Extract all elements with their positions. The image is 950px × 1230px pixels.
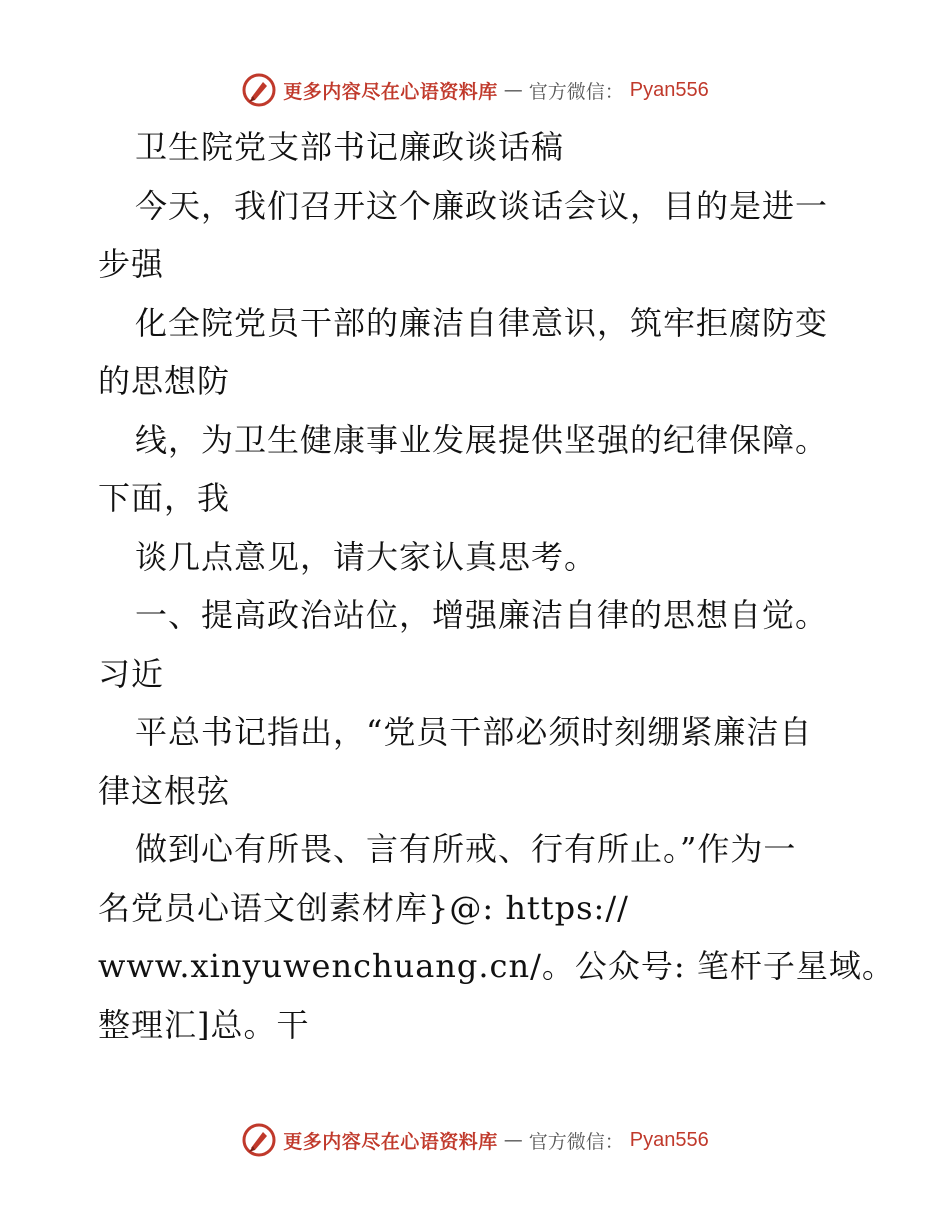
document-body (98, 118, 895, 1054)
text-line: 今天，我们召开这个廉政谈话会议，目的是进一 (135, 186, 829, 225)
text-line: 习近 (98, 654, 165, 693)
document-title: 卫生院党支部书记廉政谈话稿 (135, 128, 565, 166)
footer-banner (0, 1120, 950, 1160)
text-line: 名党员心语文创素材库}@: https:// (98, 888, 629, 927)
text-line: 整理汇]总。干 (98, 1005, 310, 1044)
text-line: 化全院党员干部的廉洁自律意识，筑牢拒腐防变 (135, 303, 829, 342)
banner-slogan: 更多内容尽在心语资料库 (283, 80, 498, 103)
header-banner (0, 70, 950, 110)
text-line: www.xinyuwenchuang.cn/。公众号: 笔杆子星域。 (98, 947, 895, 985)
text-line: 做到心有所畏、言有所戒、行有所止。”作为一 (135, 830, 797, 868)
banner-wechat-id: Pyan556 (629, 1128, 709, 1151)
pen-logo-icon (241, 1122, 277, 1158)
text-line: 平总书记指出，“党员干部必须时刻绷紧廉洁自 (135, 713, 813, 751)
text-line: 的思想防 (98, 362, 231, 400)
text-line: 线，为卫生健康事业发展提供坚强的纪律保障。 (135, 420, 829, 459)
section-heading: 一、提高政治站位，增强廉洁自律的思想自觉。 (135, 596, 829, 634)
banner-wechat-label: 官方微信： (528, 80, 624, 103)
banner-wechat-label: 官方微信： (528, 1130, 624, 1153)
banner-dash: — (503, 1129, 523, 1151)
text-line: 下面，我 (98, 479, 231, 517)
banner-slogan: 更多内容尽在心语资料库 (283, 1130, 498, 1153)
pen-logo-icon (241, 72, 277, 108)
banner-wechat-id: Pyan556 (629, 78, 709, 101)
banner-dash: — (503, 79, 523, 101)
text-line: 谈几点意见，请大家认真思考。 (135, 537, 598, 576)
text-line: 律这根弦 (98, 771, 231, 810)
text-line: 步强 (98, 245, 165, 283)
